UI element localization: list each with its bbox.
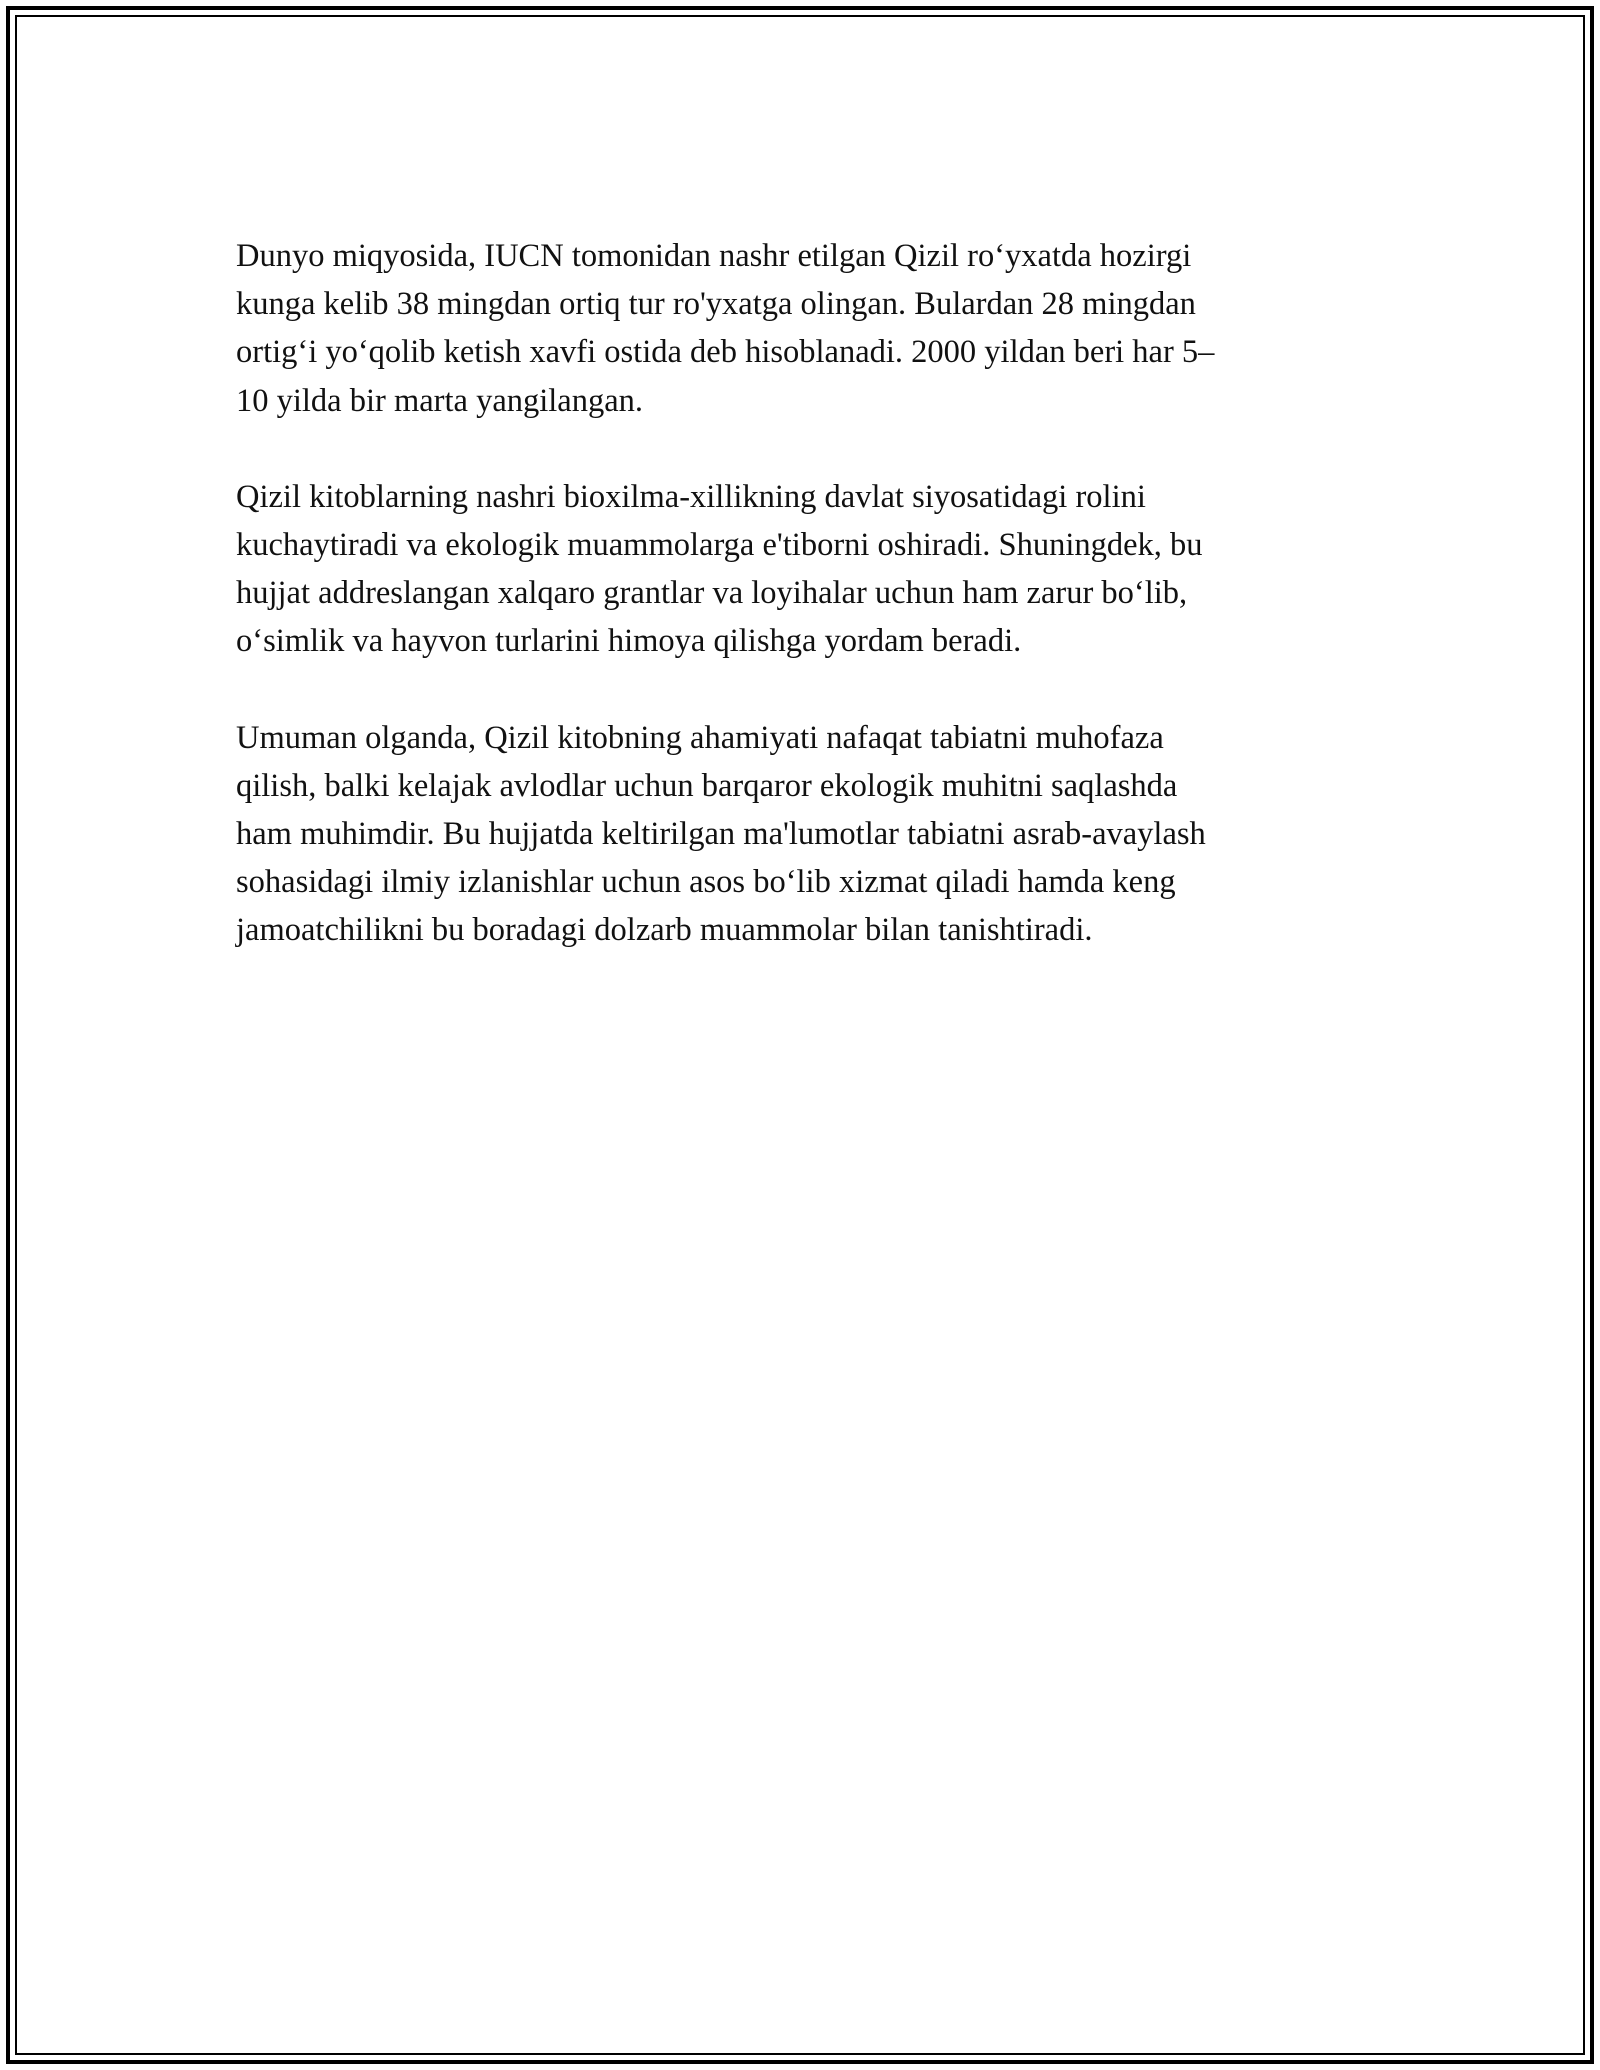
text-line: kunga kelib 38 mingdan ortiq tur ro'yxatga olingan. Bulardan 28 mingdan xyxy=(236,286,1196,323)
text-line: Umuman olganda, Qizil kitobning ahamiyati nafaqat tabiatni muhofaza xyxy=(236,719,1164,756)
text-line: jamoatchilikni bu boradagi dolzarb muammolar bilan tanishtiradi. xyxy=(236,912,1093,949)
text-line: Dunyo miqyosida, IUCN tomonidan nashr etilgan Qizil roʻyxatda hozirgi xyxy=(236,238,1192,274)
text-line: ham muhimdir. Bu hujjatda keltirilgan ma'lumotlar tabiatni asrab-avaylash xyxy=(236,816,1206,853)
text-line: sohasidagi ilmiy izlanishlar uchun asos boʻlib xizmat qiladi hamda keng xyxy=(236,864,1176,901)
paragraph-iucn-red-list xyxy=(236,232,1366,425)
text-line: qilish, balki kelajak avlodlar uchun barqaror ekologik muhitni saqlashda xyxy=(236,767,1178,804)
text-line: 10 yilda bir marta yangilangan. xyxy=(236,382,644,419)
text-line: oʻsimlik va hayvon turlarini himoya qilishga yordam beradi. xyxy=(236,623,1022,660)
text-line: hujjat addreslangan xalqaro grantlar va loyihalar uchun ham zarur boʻlib, xyxy=(236,575,1188,612)
text-line: kuchaytiradi va ekologik muammolarga e'tiborni oshiradi. Shuningdek, bu xyxy=(236,527,1203,564)
paragraph-red-book-publication xyxy=(236,473,1366,666)
text-line: Qizil kitoblarning nashri bioxilma-xillikning davlat siyosatidagi rolini xyxy=(236,478,1146,515)
document-body xyxy=(236,232,1366,1003)
paragraph-red-book-importance xyxy=(236,714,1366,955)
text-line: ortigʻi yoʻqolib ketish xavfi ostida deb hisoblanadi. 2000 yildan beri har 5– xyxy=(236,334,1215,371)
